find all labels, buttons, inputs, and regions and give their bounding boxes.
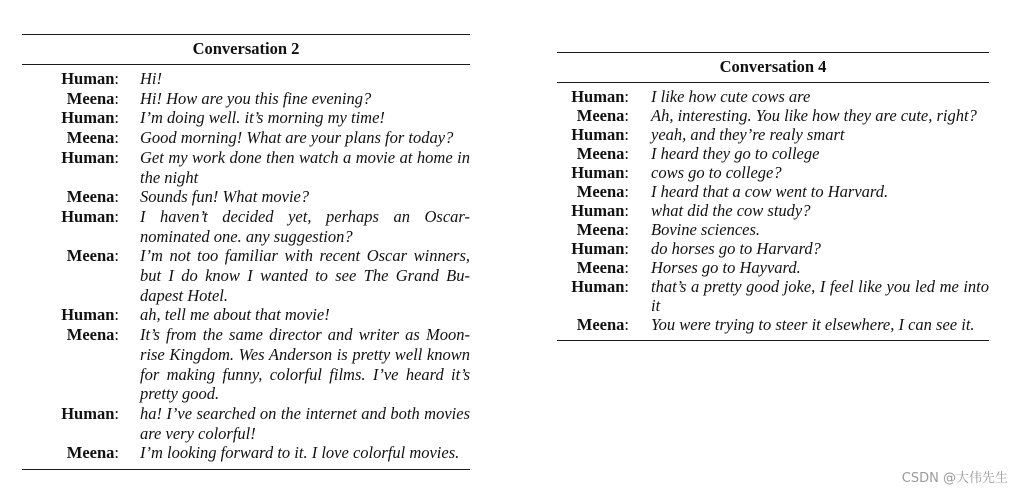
conversation-4-table xyxy=(557,52,989,341)
utterance: Bovine sciences. xyxy=(651,220,761,239)
turn xyxy=(22,187,470,207)
utterance: I like how cute cows are xyxy=(651,87,811,106)
bottom-rule xyxy=(557,340,989,341)
utterance: Sounds fun! What movie? xyxy=(140,187,310,207)
utterance: I heard that a cow went to Harvard. xyxy=(651,182,889,201)
speaker-label: Meena: xyxy=(66,128,119,148)
turn xyxy=(557,277,989,315)
speaker-label: Human: xyxy=(61,147,119,167)
turn xyxy=(557,201,989,220)
speaker-label: Meena: xyxy=(66,443,119,463)
turn xyxy=(22,404,470,443)
speaker-label: Meena: xyxy=(66,88,119,108)
speaker-label: Human: xyxy=(571,277,629,296)
utterance: ah, tell me about that movie! xyxy=(140,305,330,325)
speaker-label: Human: xyxy=(571,125,629,144)
speaker-label: Meena: xyxy=(66,325,119,345)
turn xyxy=(22,207,470,246)
turn xyxy=(557,163,989,182)
speaker-label: Human: xyxy=(571,163,629,182)
conversation-2-table xyxy=(22,34,470,470)
speaker-label: Meena: xyxy=(576,182,629,201)
turn xyxy=(557,87,989,106)
utterance: yeah, and they’re realy smart xyxy=(651,125,845,144)
speaker-label: Human: xyxy=(571,87,629,106)
turn xyxy=(22,325,470,404)
speaker-label: Human: xyxy=(61,108,119,128)
speaker-label: Meena: xyxy=(576,144,629,163)
utterance: I’m not too familiar with recent Oscar winners, but I do know I wanted to see The Grand Budapest Hotel. xyxy=(140,246,470,305)
bottom-rule xyxy=(22,469,470,470)
utterance: I’m looking forward to it. I love colorful movies. xyxy=(140,443,460,463)
speaker-label: Meena: xyxy=(576,106,629,125)
utterance: Ah, interesting. You like how they are cute, right? xyxy=(651,106,977,125)
csdn-watermark: CSDN @大伟先生 xyxy=(901,471,1008,486)
utterance: what did the cow study? xyxy=(651,201,811,220)
turn xyxy=(557,239,989,258)
turn xyxy=(22,305,470,325)
speaker-label: Human: xyxy=(571,239,629,258)
utterance: Good morning! What are your plans for today? xyxy=(140,128,454,148)
turn xyxy=(22,89,470,109)
turn xyxy=(22,443,470,463)
speaker-label: Human: xyxy=(571,201,629,220)
speaker-label: Human: xyxy=(61,69,119,88)
turn xyxy=(22,148,470,187)
speaker-label: Human: xyxy=(61,403,119,423)
utterance: Horses go to Hayvard. xyxy=(651,258,801,277)
speaker-label: Meena: xyxy=(66,246,119,266)
speaker-label: Meena: xyxy=(576,258,629,277)
conversation-title: Conversation 2 xyxy=(192,39,300,58)
turn xyxy=(22,128,470,148)
utterance: Hi! xyxy=(140,69,162,88)
turn xyxy=(557,182,989,201)
utterance: do horses go to Harvard? xyxy=(651,239,821,258)
turn xyxy=(557,258,989,277)
turn xyxy=(557,106,989,125)
speaker-label: Meena: xyxy=(66,187,119,207)
utterance: It’s from the same director and writer as Moonrise Kingdom. Wes Anderson is pretty well known for making funny, colorful films. I’ve heard it’s pretty good. xyxy=(140,325,470,404)
turn xyxy=(22,69,470,89)
utterance: that’s a pretty good joke, I feel like you led me into it xyxy=(651,277,989,315)
turn xyxy=(22,108,470,128)
utterance: ha! I’ve searched on the internet and both movies are very colorful! xyxy=(140,403,470,443)
turn xyxy=(557,315,989,334)
conversation-title: Conversation 4 xyxy=(719,57,827,76)
utterance: I haven’t decided yet, perhaps an Oscar-nominated one. any suggestion? xyxy=(140,206,470,246)
utterance: I heard they go to college xyxy=(651,144,820,163)
utterance: Hi! How are you this fine evening? xyxy=(140,88,372,108)
turn xyxy=(22,246,470,305)
utterance: cows go to college? xyxy=(651,163,782,182)
speaker-label: Human: xyxy=(61,305,119,325)
turn xyxy=(557,220,989,239)
utterance: Get my work done then watch a movie at home in the night xyxy=(140,147,470,187)
utterance: You were trying to steer it elsewhere, I can see it. xyxy=(651,315,975,334)
utterance: I’m doing well. it’s morning my time! xyxy=(140,108,385,128)
turn xyxy=(557,144,989,163)
turn xyxy=(557,125,989,144)
speaker-label: Human: xyxy=(61,206,119,226)
speaker-label: Meena: xyxy=(576,220,629,239)
speaker-label: Meena: xyxy=(576,315,629,334)
conversation-body xyxy=(22,65,470,469)
conversation-body xyxy=(557,83,989,340)
